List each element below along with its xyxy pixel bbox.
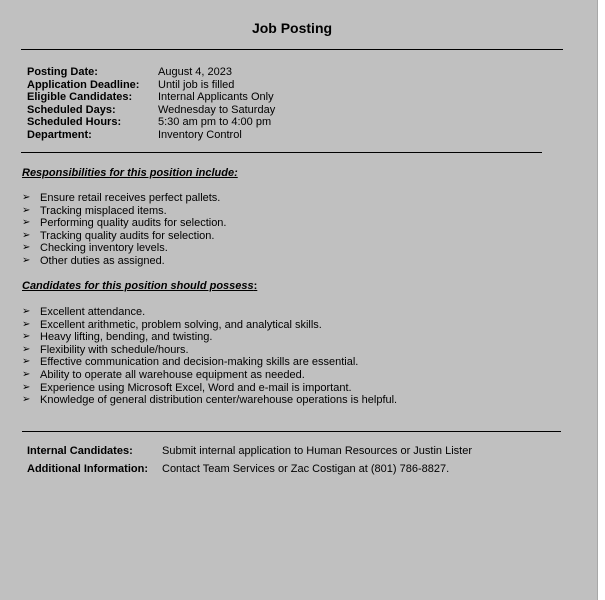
responsibilities-list [22,192,226,268]
list-item [22,217,226,230]
footer-value: Contact Team Services or Zac Costigan at (801) 786-8827. [162,463,450,475]
arrow-bullet-icon: ➢ [22,394,31,406]
detail-label: Department: [27,128,92,141]
footer-divider [22,431,561,432]
detail-value: Internal Applicants Only [158,91,274,104]
list-item [22,205,226,218]
arrow-bullet-icon: ➢ [22,306,31,317]
list-item [22,331,397,344]
detail-row-scheduled-days [27,104,275,117]
detail-label: Scheduled Days: [27,103,116,116]
list-item [22,369,397,382]
responsibilities-heading: Responsibilities for this position include: [22,167,238,179]
arrow-bullet-icon: ➢ [22,242,31,254]
footer-label: Internal Candidates: [27,445,133,457]
list-item [22,319,397,332]
list-item-text: Experience using Microsoft Excel, Word and e-mail is important. [40,381,352,394]
list-item [22,192,226,205]
detail-value: Until job is filled [158,78,235,91]
list-item [22,382,397,395]
detail-value: Inventory Control [158,128,242,141]
title-divider [21,49,563,50]
list-item [22,242,226,255]
detail-value: August 4, 2023 [158,66,233,78]
list-item [22,356,397,369]
arrow-bullet-icon: ➢ [22,254,31,266]
detail-row-eligible-candidates [27,91,275,104]
candidates-list [22,306,397,407]
detail-label: Posting Date: [27,66,98,78]
candidates-heading-colon: : [253,280,258,292]
contact-info [27,444,472,480]
details-divider [21,152,542,153]
arrow-bullet-icon: ➢ [22,217,31,229]
detail-row-department [27,129,275,142]
arrow-bullet-icon: ➢ [22,318,31,330]
detail-row-scheduled-hours [27,116,275,129]
footer-row-internal-candidates [27,444,472,462]
list-item-text: Ensure retail receives perfect pallets. [40,192,221,204]
detail-label: Scheduled Hours: [27,116,122,129]
list-item-text: Excellent attendance. [40,306,146,318]
arrow-bullet-icon: ➢ [22,343,31,355]
list-item-text: Ability to operate all warehouse equipment as needed. [40,368,305,381]
job-details [27,66,275,142]
arrow-bullet-icon: ➢ [22,356,31,368]
candidates-heading-text: Candidates for this position should possess [22,280,254,292]
list-item-text: Excellent arithmetic, problem solving, and analytical skills. [40,318,322,331]
arrow-bullet-icon: ➢ [22,204,31,216]
detail-label: Application Deadline: [27,78,140,91]
detail-value: 5:30 am pm to 4:00 pm [158,116,272,129]
list-item-text: Tracking quality audits for selection. [40,229,215,242]
list-item-text: Flexibility with schedule/hours. [40,343,189,356]
list-item [22,255,226,268]
list-item-text: Effective communication and decision-making skills are essential. [40,356,359,369]
list-item-text: Checking inventory levels. [40,242,168,255]
list-item [22,344,397,357]
list-item-text: Performing quality audits for selection. [40,217,227,230]
detail-row-posting-date [27,66,275,79]
list-item [22,230,226,243]
page-title: Job Posting [251,20,333,36]
list-item-text: Heavy lifting, bending, and twisting. [40,331,213,344]
footer-row-additional-information [27,462,472,480]
arrow-bullet-icon: ➢ [22,192,31,203]
detail-value: Wednesday to Saturday [158,103,276,116]
arrow-bullet-icon: ➢ [22,368,31,380]
detail-row-application-deadline [27,79,275,92]
list-item-text: Knowledge of general distribution center/warehouse operations is helpful. [40,394,398,407]
footer-label: Additional Information: [27,463,148,475]
detail-label: Eligible Candidates: [27,91,133,104]
arrow-bullet-icon: ➢ [22,229,31,241]
footer-value: Submit internal application to Human Resources or Justin Lister [162,445,472,457]
list-item [22,306,397,319]
list-item [22,394,397,407]
list-item-text: Other duties as assigned. [40,254,165,267]
page-edge [598,0,605,600]
list-item-text: Tracking misplaced items. [40,204,167,217]
arrow-bullet-icon: ➢ [22,331,31,343]
candidates-heading [22,280,257,292]
arrow-bullet-icon: ➢ [22,381,31,393]
